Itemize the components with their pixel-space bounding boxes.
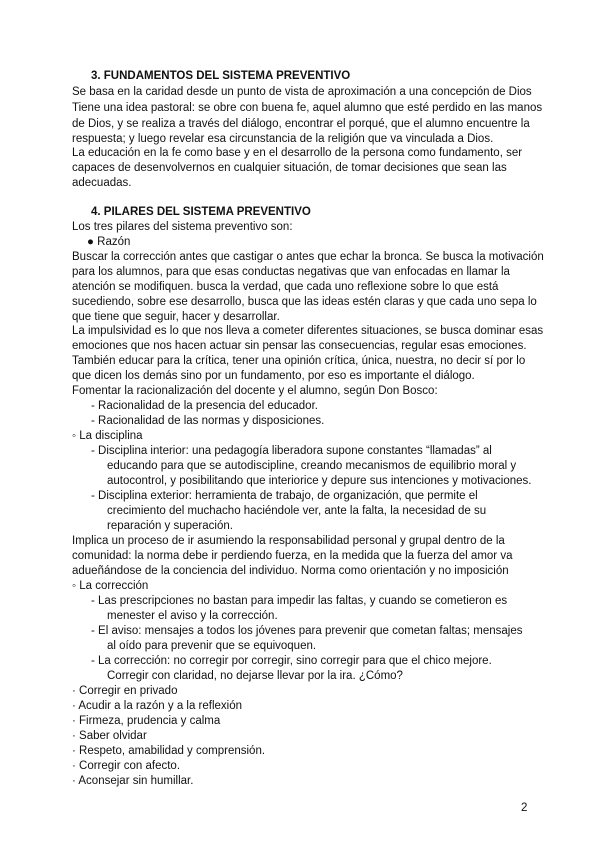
paragraph-line: de Dios, y se realiza a través del diálogo, encontrar el porqué, que el alumno encuentre la [72,118,530,130]
como-item: · Saber olvidar [72,730,147,742]
list-item: - Racionalidad de las normas y disposiciones. [91,415,325,427]
list-item: - Las prescripciones no bastan para impedir las faltas, y cuando se cometieron es [91,595,508,607]
paragraph-line: adueñándose de la conciencia del individuo. Norma como orientación y no imposición [72,565,509,577]
paragraph-line: que tiene que seguir, hacer y desarrollar. [72,311,280,323]
list-item-continued: crecimiento del muchacho haciéndole ver, ante la falta, la necesidad de su [107,505,487,517]
bullet-razon: ● Razón [87,236,131,248]
paragraph-line: para los alumnos, para que esas conductas negativas que van enfocadas en llamar la [72,266,510,278]
paragraph-line: Buscar la corrección antes que castigar o antes que echar la bronca. Se busca la motivación [72,251,544,263]
paragraph-line: emociones que nos hacen actuar sin pensar las consecuencias, regular esas emociones. [72,340,527,352]
list-item: - Disciplina exterior: herramienta de trabajo, de organización, que permite el [91,490,478,502]
paragraph-line: comunidad: la norma debe ir perdiendo fuerza, en la medida que la fuerza del amor va [72,550,513,562]
paragraph-line: atención se modifiquen. busca la verdad, que cada uno reflexione sobre lo que está [72,281,499,293]
paragraph-line: También educar para la crítica, tener una opinión crítica, única, nuestra, no decir sí por lo [72,355,526,367]
list-item-continued: reparación y superación. [107,520,233,532]
paragraph-line: Se basa en la caridad desde un punto de vista de aproximación a una concepción de Dios [72,86,532,98]
bullet-disciplina: ◦ La disciplina [72,430,143,442]
list-item: - Disciplina interior: una pedagogía liberadora supone constantes “llamadas” al [91,445,492,457]
list-item: - El aviso: mensajes a todos los jóvenes para prevenir que cometan faltas; mensajes [91,625,523,637]
list-item-continued: educando para que se autodiscipline, creando mecanismos de equilibrio moral y [107,460,517,472]
paragraph-line: que dicen los demás sino por un fundamento, por eso es importante el diálogo. [72,370,475,382]
paragraph-line: Fomentar la racionalización del docente y el alumno, según Don Bosco: [72,385,438,397]
paragraph-line: Tiene una idea pastoral: se obre con buena fe, aquel alumno que esté perdido en las manos [72,102,543,114]
como-item: · Firmeza, prudencia y calma [72,715,221,727]
como-item: · Corregir en privado [72,685,178,697]
paragraph-line: respuesta; y luego revelar esa circunstancia de la religión que va vinculada a Dios. [72,133,494,145]
paragraph-line: adecuadas. [72,177,132,189]
bullet-correccion: ◦ La corrección [72,580,149,592]
page-number: 2 [521,802,528,814]
como-item: · Acudir a la razón y a la reflexión [72,700,243,712]
paragraph-line: capaces de desenvolvernos en cualquier situación, de tomar decisiones que sean las [72,162,507,174]
como-item: · Aconsejar sin humillar. [72,775,194,787]
como-item: · Respeto, amabilidad y comprensión. [72,745,266,757]
list-item-continued: menester el aviso y la corrección. [107,610,278,622]
paragraph-line: Implica un proceso de ir asumiendo la responsabilidad personal y grupal dentro de la [72,535,505,547]
section-3-heading: 3. FUNDAMENTOS DEL SISTEMA PREVENTIVO [91,70,351,82]
section-4-heading: 4. PILARES DEL SISTEMA PREVENTIVO [91,206,311,218]
paragraph-line: La impulsividad es lo que nos lleva a cometer diferentes situaciones, se busca dominar esas [72,325,544,337]
list-item: - Racionalidad de la presencia del educador. [91,400,318,412]
paragraph-line: La educación en la fe como base y en el desarrollo de la persona como fundamento, ser [72,147,523,159]
paragraph-line: sucediendo, sobre ese desarrollo, busca que las ideas estén claras y que cada uno sepa lo [72,296,537,308]
list-item-continued: al oído para prevenir que se equivoquen. [107,640,317,652]
list-item-continued: Corregir con claridad, no dejarse llevar por la ira. ¿Cómo? [107,670,403,682]
list-item-continued: autocontrol, y posibilitando que interiorice y depure sus intenciones y motivaciones. [107,475,532,487]
intro-line: Los tres pilares del sistema preventivo son: [72,221,293,233]
como-item: · Corregir con afecto. [72,760,181,772]
list-item: - La corrección: no corregir por corregir, sino corregir para que el chico mejore. [91,655,492,667]
